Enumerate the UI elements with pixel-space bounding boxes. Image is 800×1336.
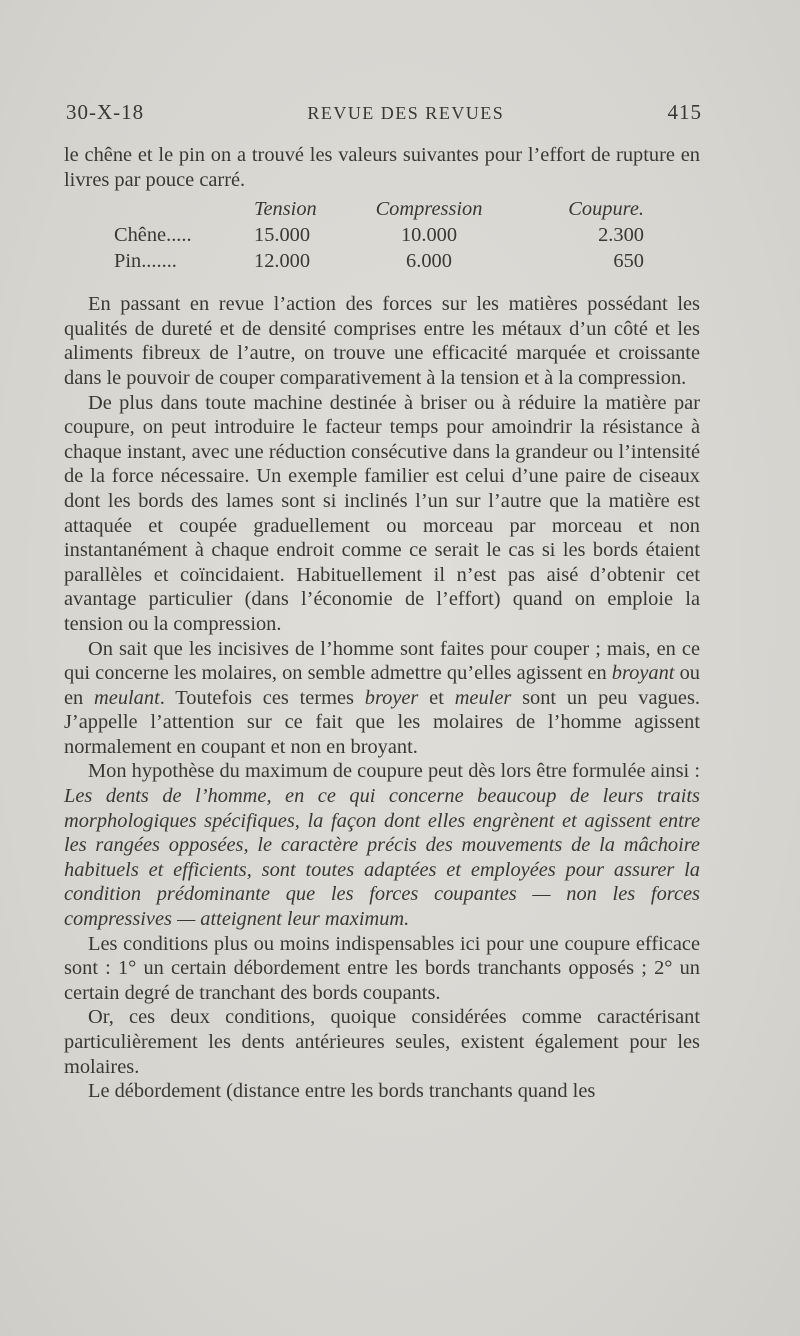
paragraph-hypothesis: Mon hypothèse du maximum de coupure peut dès lors être formulée ainsi : Les dents de l’homme, en ce qui concerne beaucoup de leurs traits morphologiques spécifiques, la façon dont elles engrènent et agissent entre les rangées opposées, le caractère précis des mouvements de la mâchoire habituels et efficients, sont toutes adaptées et employées pour assurer la condition prédominante que les forces coupantes — non les forces compressives — atteignent leur maximum. [64,760,700,931]
paragraph-forces: En passant en revue l’action des forces sur les matières possédant les qualités de dureté et de densité comprises entre les métaux d’un côté et les aliments fibreux de l’autre, on trouve une efficacité marquée et croissante dans le pouvoir de couper comparativement à la tension et à la compression. [64,293,700,389]
intro-paragraph: le chêne et le pin on a trouvé les valeurs suivantes pour l’effort de rupture en livres par pouce carré. [64,144,700,191]
paragraph-conditions: Les conditions plus ou moins indispensables ici pour une coupure efficace sont : 1° un certain débordement entre les bords tranchants opposés ; 2° un certain degré de tranchant des bords coupants. [64,932,700,1004]
table-cell: 10.000 [400,224,458,247]
paragraph-two-conditions: Or, ces deux conditions, quoique considérées comme caractérisant particulièrement les dents antérieures seules, existent également pour les molaires. [64,1006,700,1078]
header-date: 30-X-18 [66,100,145,124]
table-row [64,248,700,274]
table-cell: 2.300 [598,224,644,247]
table-cell: 650 [613,250,644,273]
running-title: REVUE DES REVUES [307,103,505,123]
running-header [66,100,702,125]
paragraph-overlap: Le débordement (distance entre les bords tranchants quand les [88,1080,596,1103]
strength-table [64,196,700,274]
row-label: Chêne..... [114,224,192,247]
page-body [64,143,700,1104]
column-header-compression: Compression [375,198,483,221]
column-header-tension: Tension [254,198,317,221]
paragraph-molars: On sait que les incisives de l’homme sont faites pour couper ; mais, en ce qui concerne les molaires, on semble admettre qu’elles agissent en broyant ou en meulant. Toutefois ces termes broyer et meuler sont un peu vagues. J’appelle l’attention sur ce fait que les molaires de l’homme agissent normalement en coupant et non en broyant. [64,637,701,758]
table-header-row [64,196,700,222]
table-row [64,222,700,248]
page-number: 415 [667,100,702,124]
table-cell: 6.000 [406,250,452,273]
paragraph-time-factor: De plus dans toute machine destinée à briser ou à réduire la matière par coupure, on peut introduire le facteur temps pour amoindrir la résistance à chaque instant, avec une réduction consécutive dans la grandeur ou l’intensité de la force nécessaire. Un exemple familier est celui d’une paire de ciseaux dont les bords des lames sont si inclinés l’un sur l’autre que la matière est attaquée et coupée graduellement ou morceau par morceau et non instantanément à chaque endroit comme ce serait le cas si les bords étaient parallèles et coïncidaient. Habituellement il n’est pas aisé d’obtenir cet avantage particulier (dans l’économie de l’effort) quand on emploie la tension ou la compression. [64,391,700,635]
column-header-coupure: Coupure. [568,198,644,221]
table-cell: 15.000 [254,224,311,247]
table-cell: 12.000 [254,250,311,273]
row-label: Pin....... [114,250,177,273]
